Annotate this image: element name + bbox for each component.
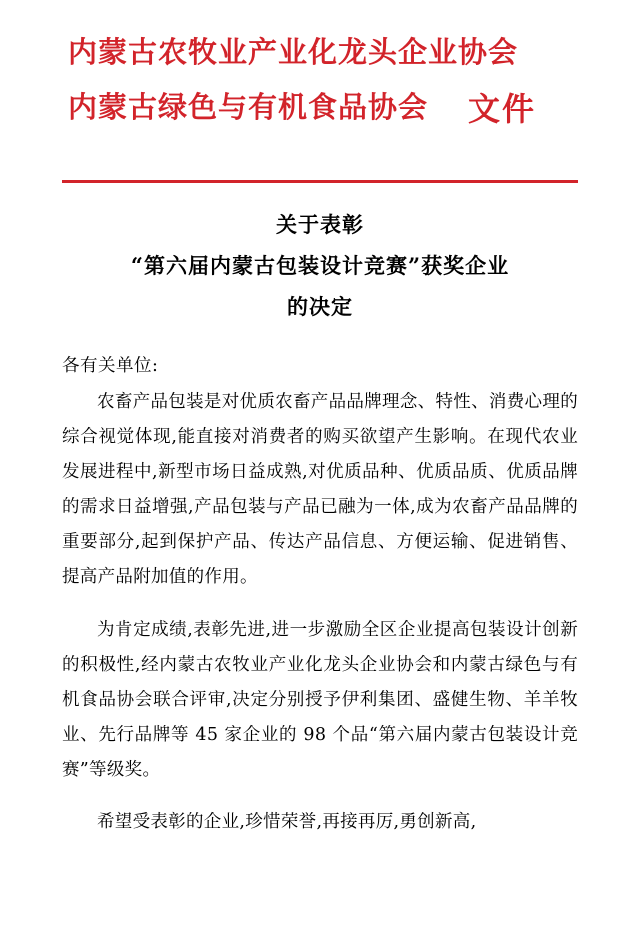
document-title-line-3: 的决定 [287,293,353,319]
letterhead-org-line-2: 内蒙古绿色与有机食品协会 [68,90,429,124]
letterhead-org-line-1: 内蒙古农牧业产业化龙头企业协会 [68,35,519,69]
letterhead [62,0,578,152]
letterhead-red-rule [62,180,578,183]
body-paragraph-3: 希望受表彰的企业,珍惜荣誉,再接再厉,勇创新高, [97,812,477,833]
body-paragraph-2: 为肯定成绩,表彰先进,进一步激励全区企业提高包装设计创新的积极性,经内蒙古农牧业产业化龙头企业协会和内蒙古绿色与有机食品协会联合评审,决定分别授予伊利集团、盛健生物、羊羊牧业、先行品牌等 45 家企业的 98 个品“第六届内蒙古包装设计竞赛”等级奖。 [62,619,578,780]
letterhead-document-word: 文件 [467,90,536,128]
document-title-line-1: 关于表彰 [276,212,364,237]
body-paragraph-1: 农畜产品包装是对优质农畜产品品牌理念、特性、消费心理的综合视觉体现,能直接对消费者的购买欲望产生影响。在现代农业发展进程中,新型市场日益成熟,对优质品种、优质品质、优质品牌的需求日益增强,产品包装与产品已融为一体,成为农畜产品品牌的重要部分,起到保护产品、传达产品信息、方便运输、促进销售、提高产品附加值的作用。 [62,392,578,588]
salutation: 各有关单位: [62,355,159,376]
document-title-line-2: “第六届内蒙古包装设计竞赛”获奖企业 [130,252,510,278]
document-title [62,205,578,328]
